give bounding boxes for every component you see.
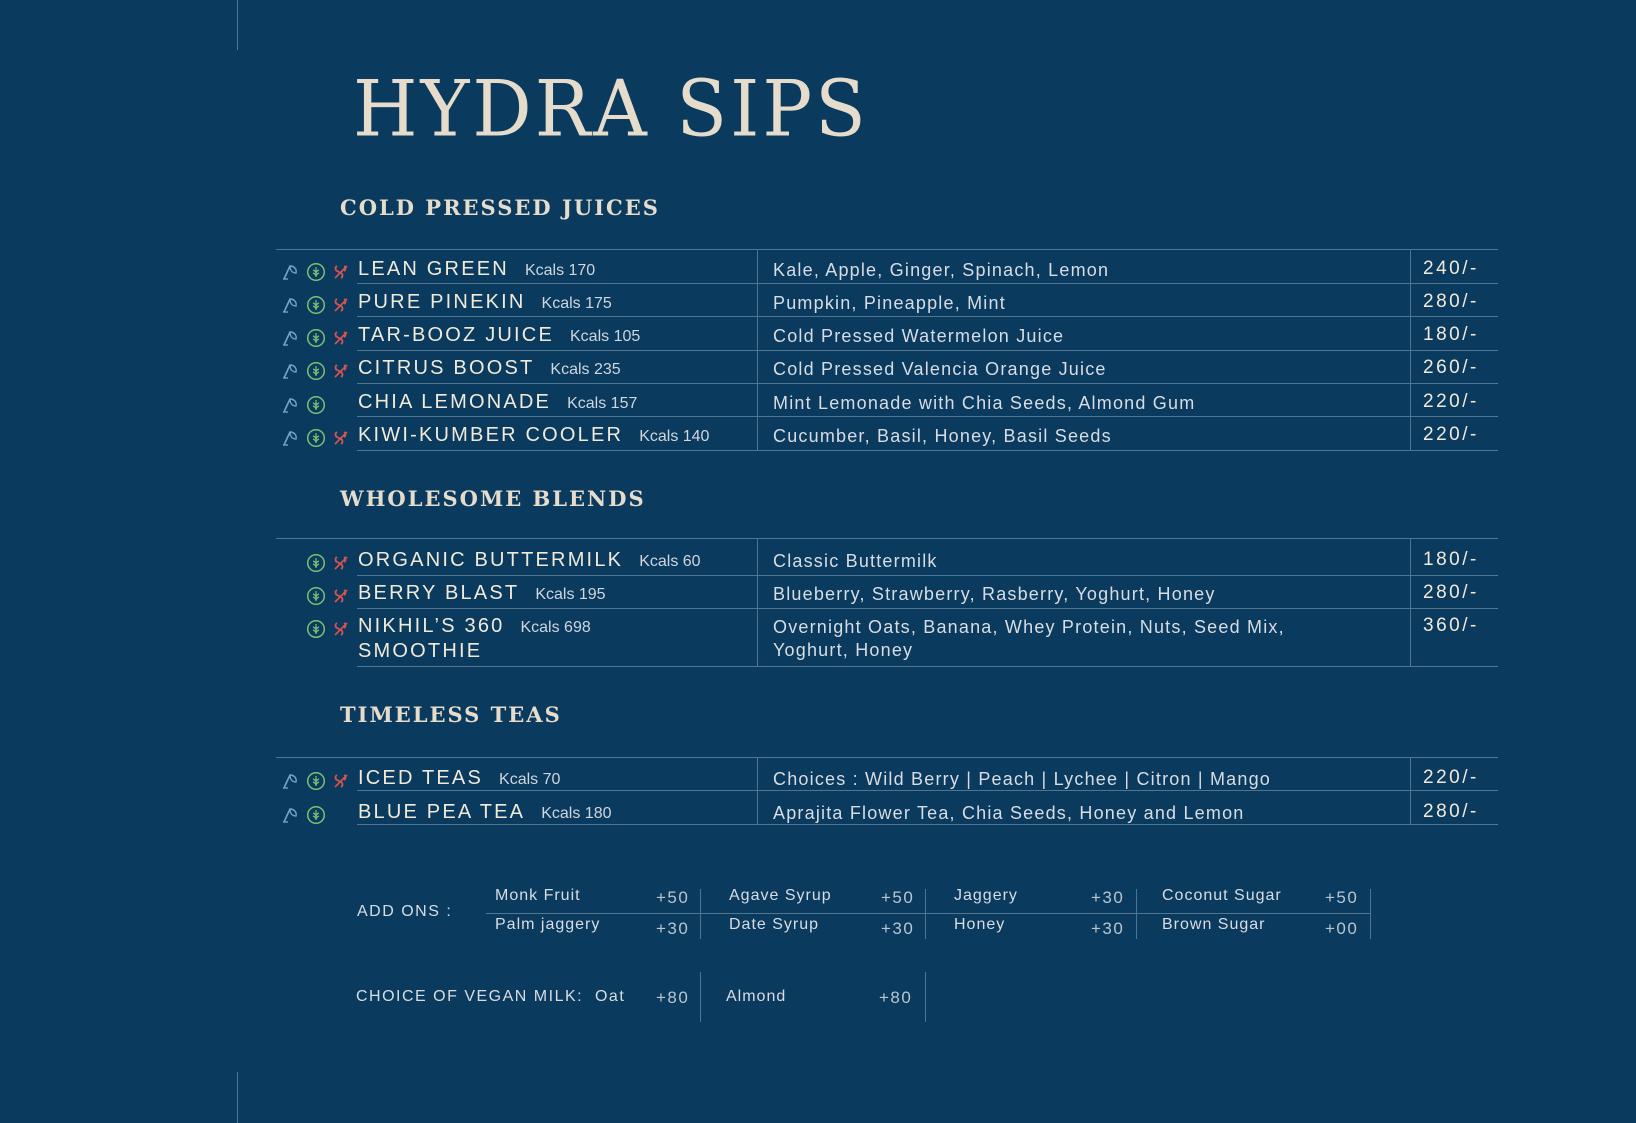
item-name-text: ICED TEAS xyxy=(358,767,484,789)
addon-name: Honey xyxy=(954,916,1006,933)
vegan-icon xyxy=(280,328,300,348)
item-kcal: Kcals 698 xyxy=(520,619,591,636)
item-name-line2: SMOOTHIE xyxy=(358,640,483,662)
gluten-free-icon xyxy=(306,295,326,315)
row-divider xyxy=(357,416,1498,417)
addon-price: +00 xyxy=(1325,919,1359,938)
vegan-milk-separator xyxy=(700,972,701,1022)
row-divider xyxy=(357,383,1498,384)
gluten-free-icon xyxy=(306,328,326,348)
addon-name: Coconut Sugar xyxy=(1162,887,1282,904)
column-separator xyxy=(757,758,758,824)
row-divider xyxy=(357,283,1498,284)
vegan-icon xyxy=(280,771,300,791)
sugar-free-icon xyxy=(331,295,351,315)
addon-name: Agave Syrup xyxy=(729,887,832,904)
gluten-free-icon xyxy=(306,805,326,825)
sugar-free-icon xyxy=(331,428,351,448)
item-name-text: TAR-BOOZ JUICE xyxy=(358,324,554,346)
decorative-line-bottom xyxy=(237,1072,238,1123)
row-divider xyxy=(357,350,1498,351)
item-name-text: KIWI-KUMBER COOLER xyxy=(358,424,624,446)
menu-item-description: Cold Pressed Watermelon Juice xyxy=(773,326,1065,346)
section-divider xyxy=(276,538,1498,539)
vegan-milk-label: CHOICE OF VEGAN MILK: Oat xyxy=(356,988,626,1005)
item-kcal: Kcals 175 xyxy=(541,295,612,312)
menu-item-description: Classic Buttermilk xyxy=(773,551,938,571)
menu-item-name xyxy=(358,615,591,663)
menu-title: HYDRA SIPS xyxy=(353,63,869,155)
section-title-cold-pressed-juices: COLD PRESSED JUICES xyxy=(340,195,660,220)
addon-price: +30 xyxy=(1091,919,1125,938)
section-title-timeless-teas: TIMELESS TEAS xyxy=(340,702,562,727)
item-name-text: CITRUS BOOST xyxy=(358,357,535,379)
gluten-free-icon xyxy=(306,262,326,282)
addon-name: Jaggery xyxy=(954,887,1018,904)
addon-price: +30 xyxy=(1091,888,1125,907)
sugar-free-icon xyxy=(331,262,351,282)
vegan-icon xyxy=(280,361,300,381)
gluten-free-icon xyxy=(306,771,326,791)
menu-item-name xyxy=(358,582,606,605)
menu-item-price: 220/- xyxy=(1423,391,1479,412)
menu-item-price: 280/- xyxy=(1423,582,1479,603)
item-name-text: BERRY BLAST xyxy=(358,582,520,604)
row-divider xyxy=(357,575,1498,576)
item-kcal: Kcals 70 xyxy=(499,771,561,788)
menu-item-price: 180/- xyxy=(1423,549,1479,570)
menu-item-name xyxy=(358,291,612,314)
item-kcal: Kcals 195 xyxy=(535,586,606,603)
gluten-free-icon xyxy=(306,428,326,448)
menu-item-name xyxy=(358,549,701,572)
item-kcal: Kcals 157 xyxy=(567,395,638,412)
addon-name: Brown Sugar xyxy=(1162,916,1266,933)
column-separator xyxy=(757,539,758,666)
item-kcal: Kcals 60 xyxy=(639,553,701,570)
sugar-free-icon xyxy=(331,586,351,606)
menu-item-description: Cucumber, Basil, Honey, Basil Seeds xyxy=(773,426,1112,446)
gluten-free-icon xyxy=(306,586,326,606)
vegan-icon xyxy=(280,295,300,315)
item-kcal: Kcals 140 xyxy=(639,428,710,445)
menu-item-price: 220/- xyxy=(1423,424,1479,445)
menu-item-price: 360/- xyxy=(1423,615,1479,636)
vegan-milk-separator xyxy=(925,972,926,1022)
addon-name: Palm jaggery xyxy=(495,916,601,933)
menu-item-name xyxy=(358,801,611,824)
menu-item-name xyxy=(358,357,621,380)
decorative-line-top xyxy=(237,0,238,50)
row-divider xyxy=(357,790,1498,791)
vegan-icon xyxy=(280,395,300,415)
menu-item-name xyxy=(358,424,709,447)
row-divider xyxy=(357,666,1498,667)
addons-divider xyxy=(486,913,1370,914)
row-divider xyxy=(357,316,1498,317)
menu-item-description: Pumpkin, Pineapple, Mint xyxy=(773,293,1006,313)
addon-name: Monk Fruit xyxy=(495,887,581,904)
item-kcal: Kcals 180 xyxy=(541,805,612,822)
menu-item-name xyxy=(358,391,637,414)
addons-label: ADD ONS : xyxy=(357,903,453,920)
item-name-text: CHIA LEMONADE xyxy=(358,391,552,413)
sugar-free-icon xyxy=(331,328,351,348)
menu-item-description: Overnight Oats, Banana, Whey Protein, Nuts, Seed Mix, Yoghurt, Honey xyxy=(773,617,1285,660)
section-divider xyxy=(276,757,1498,758)
vegan-milk-option: Oat xyxy=(594,988,626,1005)
vegan-milk-price: +80 xyxy=(656,988,690,1007)
menu-item-description: Choices : Wild Berry | Peach | Lychee | Citron | Mango xyxy=(773,769,1272,789)
menu-item-name xyxy=(358,767,560,790)
item-name-text: PURE PINEKIN xyxy=(358,291,526,313)
menu-item-price: 280/- xyxy=(1423,291,1479,312)
sugar-free-icon xyxy=(331,771,351,791)
vegan-icon xyxy=(280,428,300,448)
item-kcal: Kcals 170 xyxy=(524,262,596,279)
menu-item-description: Blueberry, Strawberry, Rasberry, Yoghurt, Honey xyxy=(773,584,1216,604)
menu-item-description: Mint Lemonade with Chia Seeds, Almond Gum xyxy=(773,393,1196,413)
menu-item-price: 280/- xyxy=(1423,801,1479,822)
vegan-icon xyxy=(280,262,300,282)
gluten-free-icon xyxy=(306,553,326,573)
menu-item-price: 260/- xyxy=(1423,357,1479,378)
addon-price: +50 xyxy=(881,888,915,907)
sugar-free-icon xyxy=(331,361,351,381)
section-divider xyxy=(276,249,1498,250)
vegan-milk-price: +80 xyxy=(879,988,913,1007)
item-name-text: NIKHIL’S 360 xyxy=(358,615,505,637)
menu-item-description: Aprajita Flower Tea, Chia Seeds, Honey and Lemon xyxy=(773,803,1245,823)
addons-separator xyxy=(700,889,701,939)
menu-item-description: Cold Pressed Valencia Orange Juice xyxy=(773,359,1107,379)
vegan-milk-option: Almond xyxy=(726,988,787,1005)
gluten-free-icon xyxy=(306,395,326,415)
addon-price: +50 xyxy=(656,888,690,907)
menu-item-name xyxy=(358,324,640,347)
column-separator xyxy=(1410,758,1411,824)
addon-price: +30 xyxy=(656,919,690,938)
addon-price: +30 xyxy=(881,919,915,938)
addons-separator xyxy=(1136,889,1137,939)
section-title-wholesome-blends: WHOLESOME BLENDS xyxy=(340,486,646,511)
item-kcal: Kcals 105 xyxy=(570,328,641,345)
item-name-text: BLUE PEA TEA xyxy=(358,801,526,823)
addon-price: +50 xyxy=(1325,888,1359,907)
menu-item-price: 180/- xyxy=(1423,324,1479,345)
item-name-text: LEAN GREEN xyxy=(358,258,509,280)
gluten-free-icon xyxy=(306,361,326,381)
menu-item-price: 220/- xyxy=(1423,767,1479,788)
sugar-free-icon xyxy=(331,619,351,639)
vegan-icon xyxy=(280,805,300,825)
addons-separator xyxy=(1370,889,1371,939)
row-divider xyxy=(357,608,1498,609)
menu-item-price: 240/- xyxy=(1423,258,1479,279)
sugar-free-icon xyxy=(331,553,351,573)
menu-item-name xyxy=(358,258,595,281)
gluten-free-icon xyxy=(306,619,326,639)
row-divider xyxy=(357,824,1498,825)
item-name-text: ORGANIC BUTTERMILK xyxy=(358,549,624,571)
addon-name: Date Syrup xyxy=(729,916,820,933)
menu-item-description: Kale, Apple, Ginger, Spinach, Lemon xyxy=(773,260,1110,280)
addons-separator xyxy=(925,889,926,939)
row-divider xyxy=(357,450,1498,451)
column-separator xyxy=(1410,539,1411,666)
item-kcal: Kcals 235 xyxy=(550,361,621,378)
